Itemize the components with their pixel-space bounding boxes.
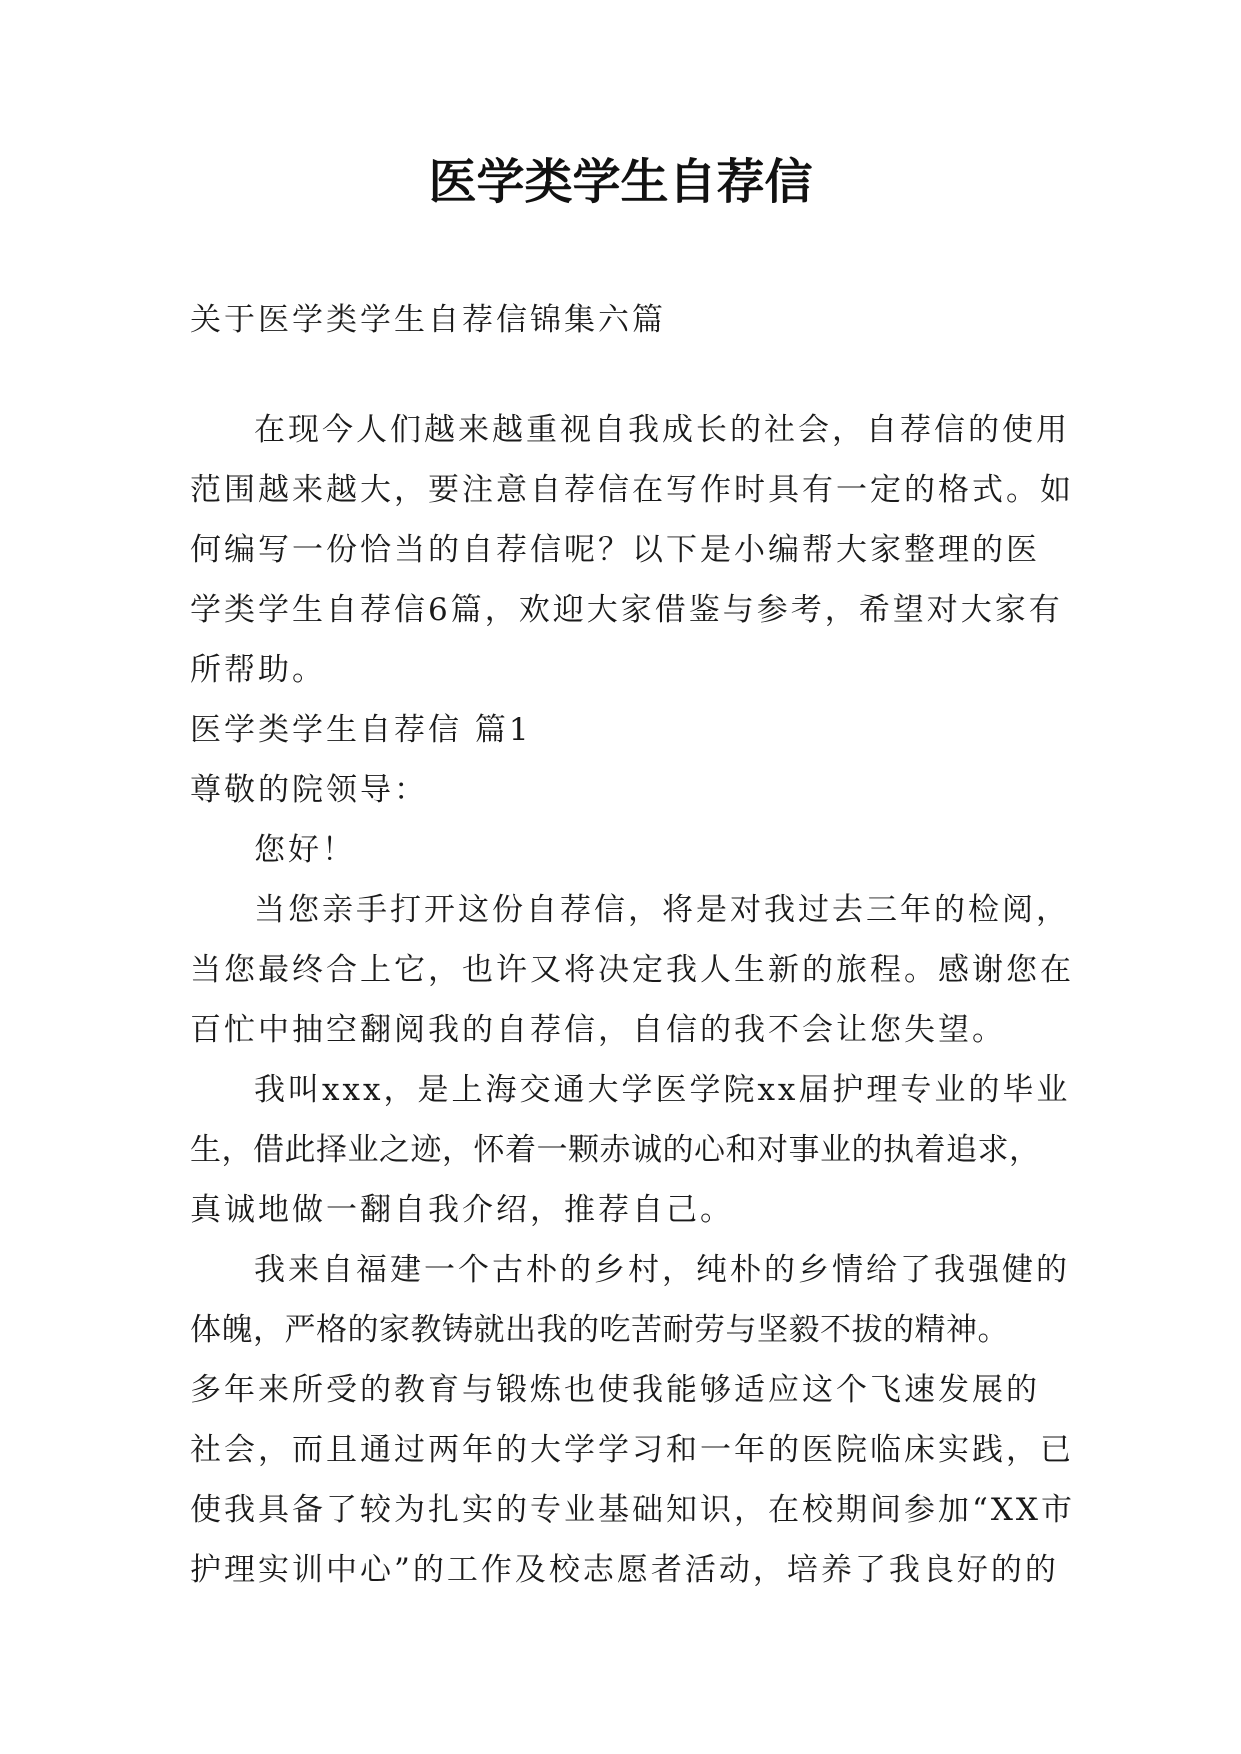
intro-line: 所帮助。 [190, 652, 326, 688]
intro-line: 范围越来越大，要注意自荐信在写作时具有一定的格式。如 [190, 472, 1074, 508]
intro-line: 在现今人们越来越重视自我成长的社会，自荐信的使用 [254, 412, 1070, 448]
greeting: 您好！ [254, 832, 356, 868]
section-heading: 医学类学生自荐信 篇1 [190, 712, 532, 748]
paragraph-line: 多年来所受的教育与锻炼也使我能够适应这个飞速发展的 [190, 1372, 1040, 1408]
paragraph-line: 使我具备了较为扎实的专业基础知识，在校期间参加“XX市 [190, 1492, 1075, 1528]
paragraph-line: 当您最终合上它，也许又将决定我人生新的旅程。感谢您在 [190, 952, 1074, 988]
paragraph-line: 社会，而且通过两年的大学学习和一年的医院临床实践，已 [190, 1432, 1074, 1468]
paragraph-line: 百忙中抽空翻阅我的自荐信，自信的我不会让您失望。 [190, 1012, 1006, 1048]
paragraph-line: 体魄，严格的家教铸就出我的吃苦耐劳与坚毅不拔的精神。 [190, 1312, 1009, 1348]
paragraph-line: 真诚地做一翻自我介绍，推荐自己。 [190, 1192, 734, 1228]
paragraph-line: 生，借此择业之迹，怀着一颗赤诚的心和对事业的执着追求， [190, 1132, 1041, 1168]
document-title: 医学类学生自荐信 [428, 154, 813, 210]
document-body [190, 290, 1075, 1600]
document-subtitle: 关于医学类学生自荐信锦集六篇 [190, 302, 666, 338]
intro-line: 学类学生自荐信6篇，欢迎大家借鉴与参考，希望对大家有 [190, 592, 1063, 628]
paragraph-line: 当您亲手打开这份自荐信，将是对我过去三年的检阅， [254, 892, 1070, 928]
paragraph-line: 我来自福建一个古朴的乡村，纯朴的乡情给了我强健的 [254, 1252, 1070, 1288]
salutation: 尊敬的院领导： [190, 772, 428, 808]
paragraph-line: 护理实训中心”的工作及校志愿者活动，培养了我良好的的 [190, 1552, 1059, 1588]
paragraph-line: 我叫xxx，是上海交通大学医学院xx届护理专业的毕业 [254, 1072, 1071, 1108]
intro-line: 何编写一份恰当的自荐信呢？以下是小编帮大家整理的医 [190, 532, 1040, 568]
